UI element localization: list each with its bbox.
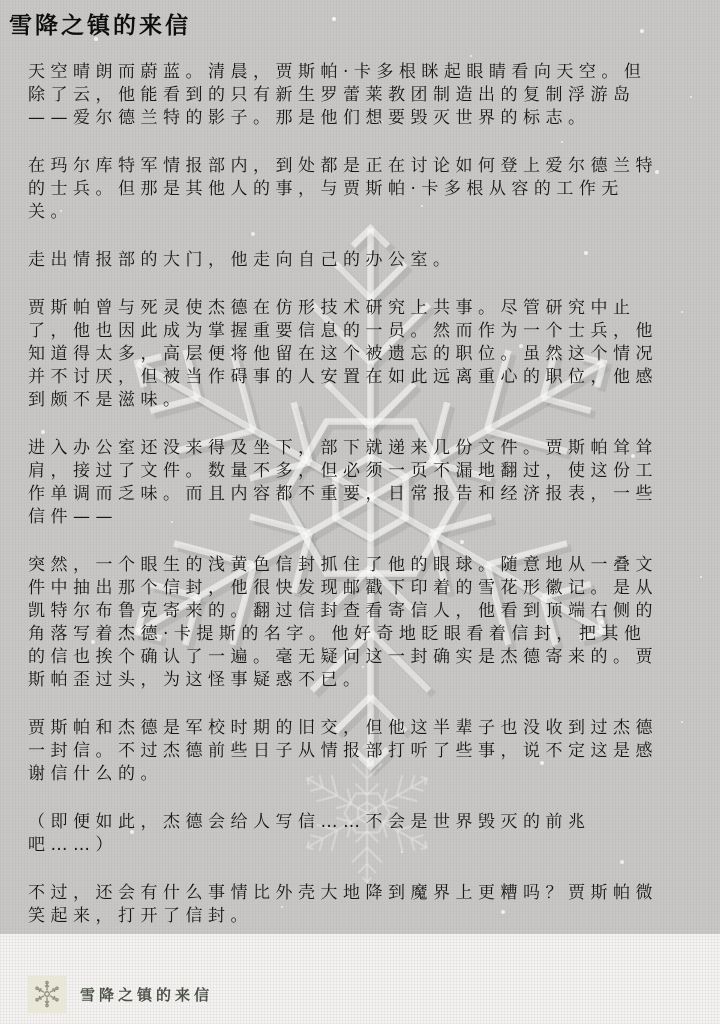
- snowflake-icon: [33, 980, 61, 1008]
- footer-icon-box: [28, 975, 66, 1013]
- paragraph: 突然，一个眼生的浅黄色信封抓住了他的眼球。随意地从一叠文件中抽出那个信封，他很快发现邮戳下印着的雪花形徽记。是从凯特尔布鲁克寄来的。翻过信封查看寄信人，他看到顶端右侧的角落写着杰德·卡提斯的名字。他好奇地眨眼看着信封，把其他的信也挨个确认了一遍。毫无疑问这一封确实是杰德寄来的。贾斯帕歪过头，为这怪事疑惑不已。: [28, 555, 658, 690]
- footer-title-row: [28, 975, 213, 1013]
- paragraph: （即便如此，杰德会给人写信……不会是世界毁灭的前兆吧……）: [28, 812, 591, 855]
- paragraph: 天空晴朗而蔚蓝。清晨，贾斯帕·卡多根眯起眼睛看向天空。但除了云，他能看到的只有新生罗蕾莱教团制造出的复制浮游岛——爱尔德兰特的影子。那是他们想要毁灭世界的标志。: [28, 62, 647, 128]
- story-body: [0, 61, 720, 928]
- page-title: 雪降之镇的来信: [9, 13, 191, 39]
- paragraph: 贾斯帕和杰德是军校时期的旧交，但他这半辈子也没收到过杰德一封信。不过杰德前些日子从情报部打听了些事，说不定这是感谢信什么的。: [28, 718, 658, 784]
- paragraph: 贾斯帕曾与死灵使杰德在仿形技术研究上共事。尽管研究中止了，他也因此成为掌握重要信息的一员。然而作为一个士兵，他知道得太多，高层便将他留在这个被遗忘的职位。虽然这个情况并不讨厌，但被当作碍事的人安置在如此远离重心的职位，他感到颇不是滋味。: [28, 298, 658, 410]
- footer-title: 雪降之镇的来信: [80, 985, 214, 1004]
- paragraph: 不过，还会有什么事情比外壳大地降到魔界上更糟吗？贾斯帕微笑起来，打开了信封。: [28, 883, 658, 926]
- paragraph: 在玛尔库特军情报部内，到处都是正在讨论如何登上爱尔德兰特的士兵。但那是其他人的事，与贾斯帕·卡多根从容的工作无关。: [28, 156, 658, 222]
- paragraph: 进入办公室还没来得及坐下，部下就递来几份文件。贾斯帕耸耸肩，接过了文件。数量不多，但必须一页不漏地翻过，使这份工作单调而乏味。而且内容都不重要，日常报告和经济报表，一些信件——: [28, 438, 658, 527]
- paragraph: 走出情报部的大门，他走向自己的办公室。: [28, 250, 456, 270]
- page-footer: [0, 934, 720, 1024]
